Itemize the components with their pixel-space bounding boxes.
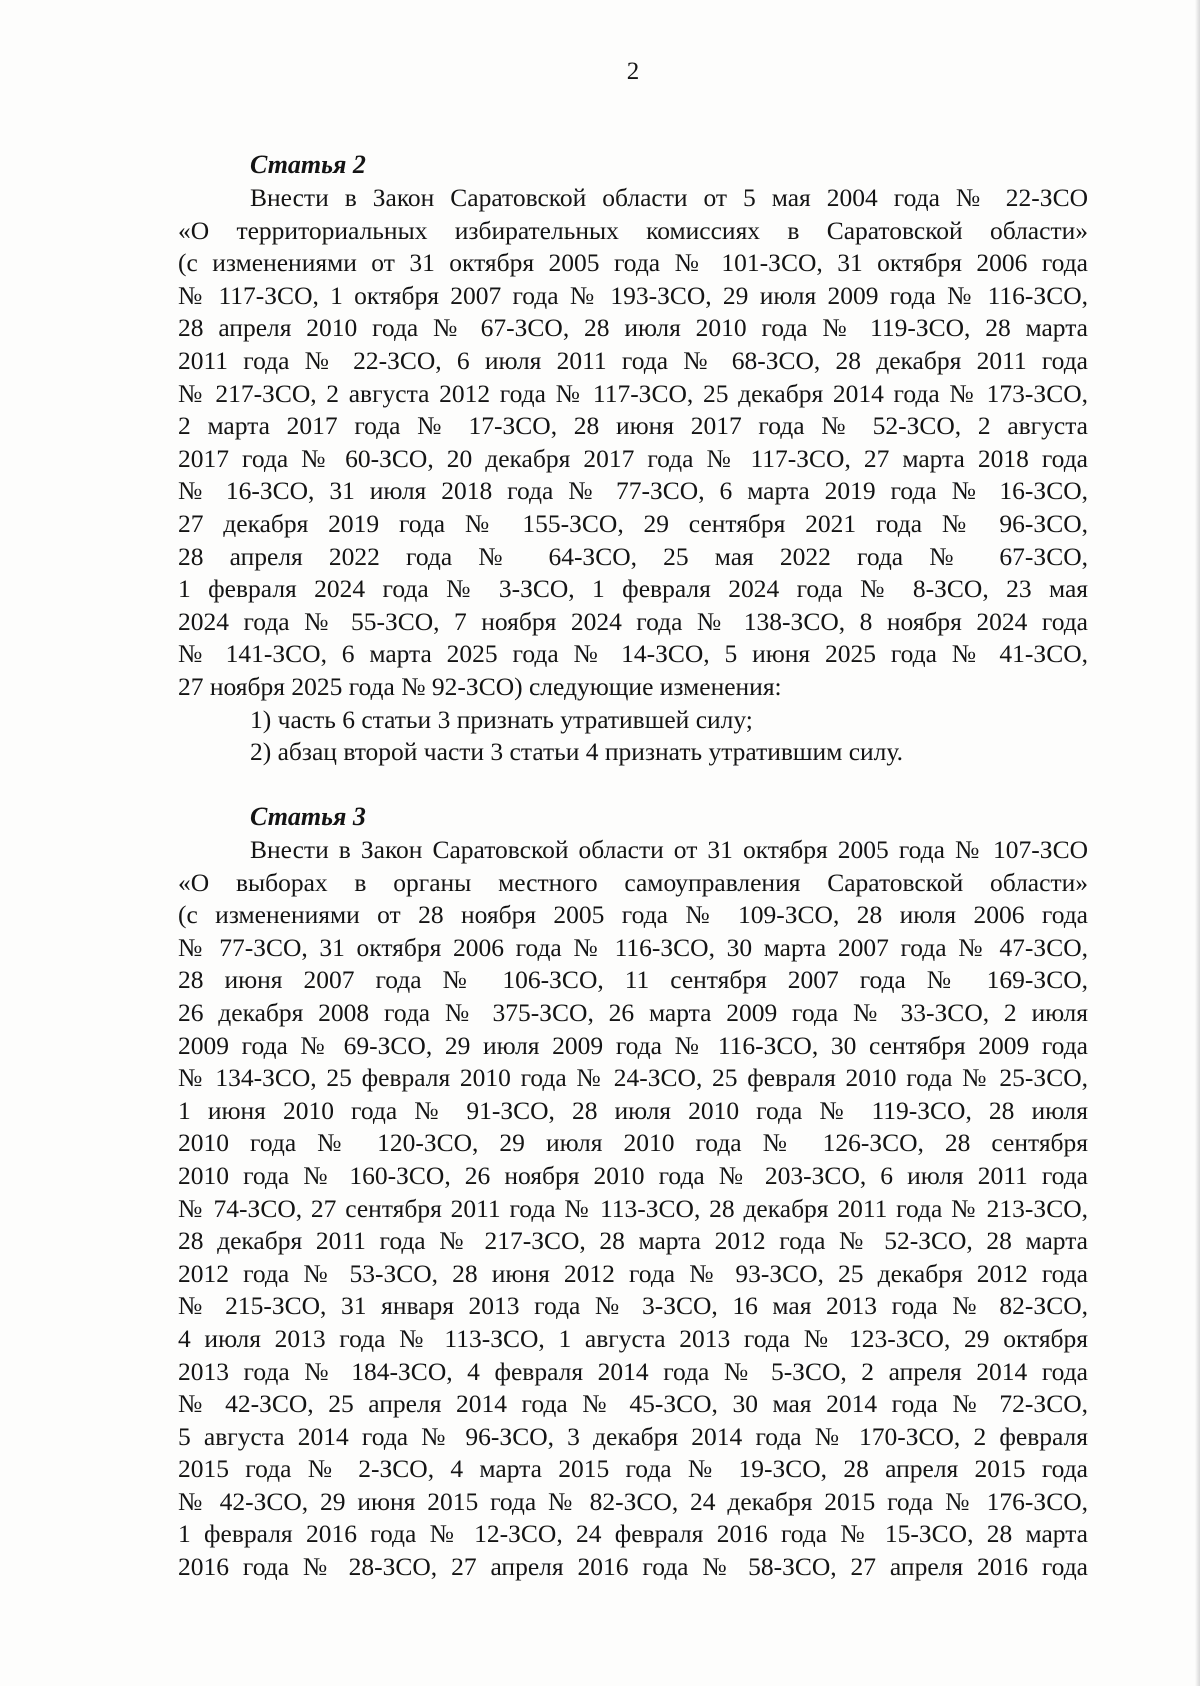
article-3 bbox=[178, 800, 1088, 1584]
text-line: 4 июля 2013 года № 113-ЗСО, 1 августа 2013 года № 123-ЗСО, 29 октября bbox=[178, 1323, 1088, 1353]
text-line: 2009 года № 69-ЗСО, 29 июля 2009 года № 116-ЗСО, 30 сентября 2009 года bbox=[178, 1030, 1088, 1060]
text-line: Внести в Закон Саратовской области от 5 мая 2004 года № 22-ЗСО bbox=[250, 183, 1088, 212]
text-line: 1 февраля 2016 года № 12-ЗСО, 24 февраля 2016 года № 15-ЗСО, 28 марта bbox=[178, 1519, 1088, 1549]
text-line: 2013 года № 184-ЗСО, 4 февраля 2014 года № 5-ЗСО, 2 апреля 2014 года bbox=[178, 1356, 1088, 1386]
text-line: 2024 года № 55-ЗСО, 7 ноября 2024 года № 138-ЗСО, 8 ноября 2024 года bbox=[178, 606, 1088, 636]
text-line: «О территориальных избирательных комиссиях в Саратовской области» bbox=[178, 215, 1088, 245]
text-line: 26 декабря 2008 года № 375-ЗСО, 26 марта 2009 года № 33-ЗСО, 2 июля bbox=[178, 997, 1088, 1027]
text-line: 28 декабря 2011 года № 217-ЗСО, 28 марта 2012 года № 52-ЗСО, 28 марта bbox=[178, 1226, 1088, 1256]
text-line: 2016 года № 28-ЗСО, 27 апреля 2016 года № 58-ЗСО, 27 апреля 2016 года bbox=[178, 1552, 1088, 1582]
article-3-title: Статья 3 bbox=[250, 802, 366, 831]
text-line: № 42-ЗСО, 25 апреля 2014 года № 45-ЗСО, 30 мая 2014 года № 72-ЗСО, bbox=[178, 1389, 1088, 1419]
text-line: 1 февраля 2024 года № 3-ЗСО, 1 февраля 2024 года № 8-ЗСО, 23 мая bbox=[178, 574, 1088, 604]
text-line: 2017 года № 60-ЗСО, 20 декабря 2017 года № 117-ЗСО, 27 марта 2018 года bbox=[178, 443, 1088, 473]
article-2-items bbox=[178, 704, 1088, 769]
text-line: Внести в Закон Саратовской области от 31 октября 2005 года № 107-ЗСО bbox=[250, 835, 1088, 864]
text-line: № 141-ЗСО, 6 марта 2025 года № 14-ЗСО, 5 июня 2025 года № 41-ЗСО, bbox=[178, 639, 1088, 669]
text-line: 2010 года № 160-ЗСО, 26 ноября 2010 года № 203-ЗСО, 6 июля 2011 года bbox=[178, 1160, 1088, 1190]
list-item: 1) часть 6 статьи 3 признать утратившей силу; bbox=[250, 704, 753, 734]
text-line: 2015 года № 2-ЗСО, 4 марта 2015 года № 19-ЗСО, 28 апреля 2015 года bbox=[178, 1454, 1088, 1484]
text-line: № 42-ЗСО, 29 июня 2015 года № 82-ЗСО, 24 декабря 2015 года № 176-ЗСО, bbox=[178, 1486, 1088, 1516]
text-line: № 217-ЗСО, 2 августа 2012 года № 117-ЗСО, 25 декабря 2014 года № 173-ЗСО, bbox=[178, 378, 1088, 408]
text-line: № 16-ЗСО, 31 июля 2018 года № 77-ЗСО, 6 марта 2019 года № 16-ЗСО, bbox=[178, 476, 1088, 506]
text-line: (с изменениями от 28 ноября 2005 года № 109-ЗСО, 28 июля 2006 года bbox=[178, 900, 1088, 930]
text-line: 27 ноября 2025 года № 92-ЗСО) следующие изменения: bbox=[178, 671, 782, 701]
text-line: № 74-ЗСО, 27 сентября 2011 года № 113-ЗСО, 28 декабря 2011 года № 213-ЗСО, bbox=[178, 1193, 1088, 1223]
text-line: 27 декабря 2019 года № 155-ЗСО, 29 сентября 2021 года № 96-ЗСО, bbox=[178, 508, 1088, 538]
text-line: 28 апреля 2010 года № 67-ЗСО, 28 июля 2010 года № 119-ЗСО, 28 марта bbox=[178, 313, 1088, 343]
text-line: 2010 года № 120-ЗСО, 29 июля 2010 года № 126-ЗСО, 28 сентября bbox=[178, 1128, 1088, 1158]
text-line: 28 апреля 2022 года № 64-ЗСО, 25 мая 2022 года № 67-ЗСО, bbox=[178, 541, 1088, 571]
text-line: 1 июня 2010 года № 91-ЗСО, 28 июля 2010 года № 119-ЗСО, 28 июля bbox=[178, 1095, 1088, 1125]
article-2 bbox=[178, 148, 1088, 769]
text-line: № 215-ЗСО, 31 января 2013 года № 3-ЗСО, 16 мая 2013 года № 82-ЗСО, bbox=[178, 1291, 1088, 1321]
text-line: 2 марта 2017 года № 17-ЗСО, 28 июня 2017 года № 52-ЗСО, 2 августа bbox=[178, 411, 1088, 441]
scan-edge bbox=[1195, 0, 1200, 1686]
article-3-body bbox=[178, 834, 1088, 1584]
list-item: 2) абзац второй части 3 статьи 4 признать утратившим силу. bbox=[250, 737, 903, 767]
text-line: 2012 года № 53-ЗСО, 28 июня 2012 года № 93-ЗСО, 25 декабря 2012 года bbox=[178, 1258, 1088, 1288]
article-2-title: Статья 2 bbox=[250, 150, 366, 179]
text-line: 5 августа 2014 года № 96-ЗСО, 3 декабря 2014 года № 170-ЗСО, 2 февраля bbox=[178, 1421, 1088, 1451]
text-line: (с изменениями от 31 октября 2005 года № 101-ЗСО, 31 октября 2006 года bbox=[178, 248, 1088, 278]
text-line: № 134-ЗСО, 25 февраля 2010 года № 24-ЗСО, 25 февраля 2010 года № 25-ЗСО, bbox=[178, 1063, 1088, 1093]
text-line: № 117-ЗСО, 1 октября 2007 года № 193-ЗСО, 29 июля 2009 года № 116-ЗСО, bbox=[178, 280, 1088, 310]
text-line: 28 июня 2007 года № 106-ЗСО, 11 сентября 2007 года № 169-ЗСО, bbox=[178, 965, 1088, 995]
article-2-body bbox=[178, 182, 1088, 704]
text-line: «О выборах в органы местного самоуправления Саратовской области» bbox=[178, 867, 1088, 897]
text-line: 2011 года № 22-ЗСО, 6 июля 2011 года № 68-ЗСО, 28 декабря 2011 года bbox=[178, 345, 1088, 375]
page-number: 2 bbox=[626, 58, 640, 85]
text-line: № 77-ЗСО, 31 октября 2006 года № 116-ЗСО, 30 марта 2007 года № 47-ЗСО, bbox=[178, 932, 1088, 962]
